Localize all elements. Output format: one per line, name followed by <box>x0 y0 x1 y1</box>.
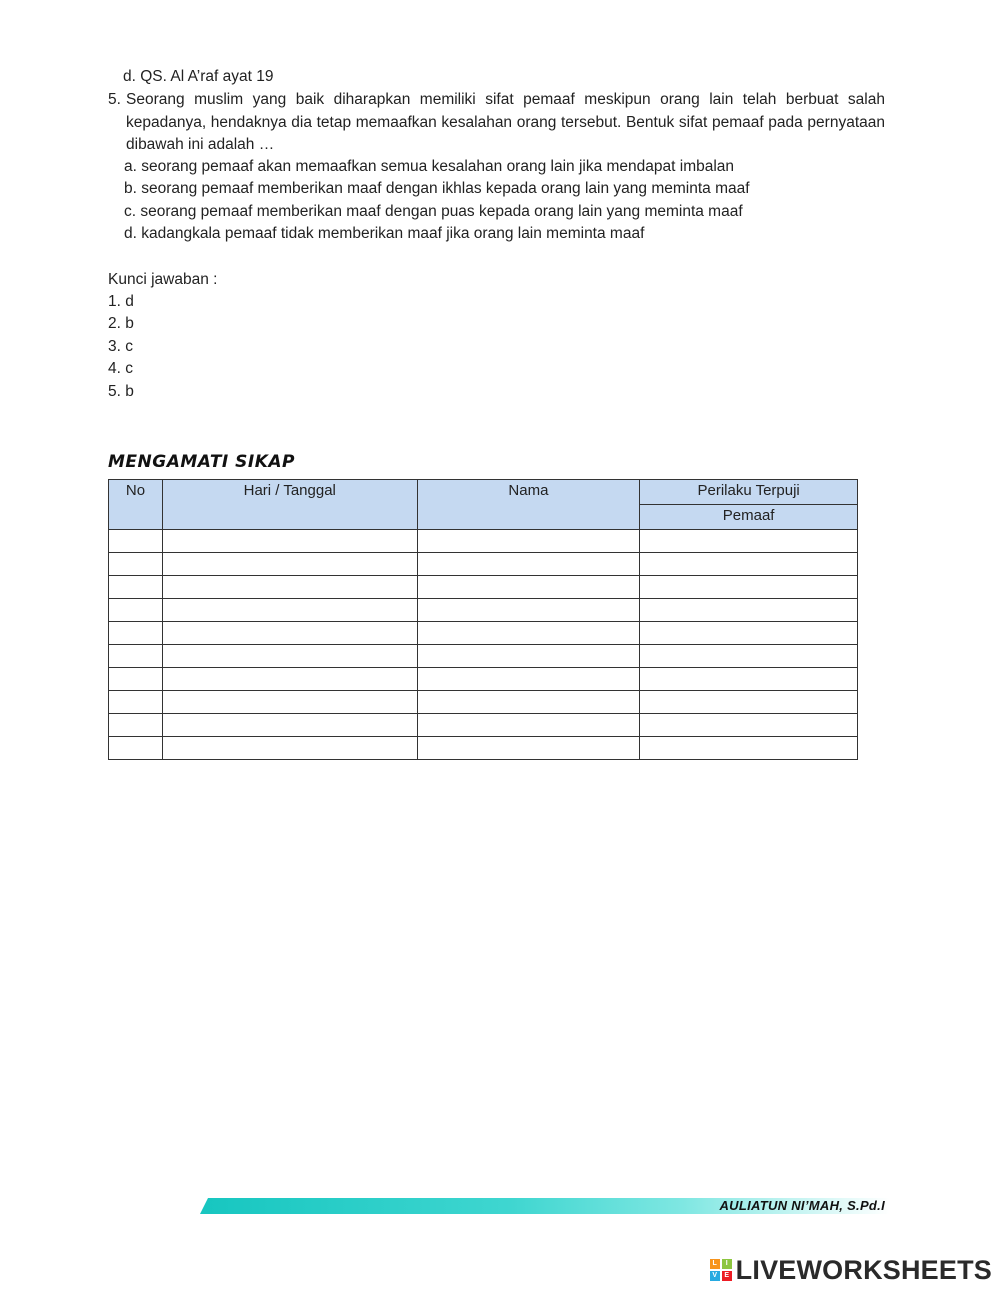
cell-no[interactable] <box>109 645 163 668</box>
table-row <box>109 645 858 668</box>
cell-name[interactable] <box>417 714 640 737</box>
table-row <box>109 737 858 760</box>
cell-no[interactable] <box>109 691 163 714</box>
col-no-header: No <box>109 480 163 530</box>
cell-pemaaf[interactable] <box>640 645 858 668</box>
q4-option-d: d. QS. Al A’raf ayat 19 <box>123 68 274 85</box>
cell-name[interactable] <box>417 599 640 622</box>
cell-name[interactable] <box>417 622 640 645</box>
cell-pemaaf[interactable] <box>640 668 858 691</box>
cell-date[interactable] <box>162 553 417 576</box>
cell-pemaaf[interactable] <box>640 737 858 760</box>
cell-pemaaf[interactable] <box>640 691 858 714</box>
answer-key-item: 4. c <box>108 360 133 377</box>
cell-no[interactable] <box>109 553 163 576</box>
q5-stem <box>108 89 885 157</box>
cell-name[interactable] <box>417 553 640 576</box>
answer-key-item: 5. b <box>108 383 134 400</box>
table-row <box>109 553 858 576</box>
cell-pemaaf[interactable] <box>640 622 858 645</box>
brand-name: LIVEWORKSHEETS <box>735 1254 992 1285</box>
observation-table <box>108 479 858 760</box>
cell-date[interactable] <box>162 645 417 668</box>
cell-name[interactable] <box>417 530 640 553</box>
table-row <box>109 576 858 599</box>
table-row <box>109 530 858 553</box>
col-date-header: Hari / Tanggal <box>162 480 417 530</box>
answer-key-title: Kunci jawaban : <box>108 271 218 288</box>
cell-date[interactable] <box>162 668 417 691</box>
table-row <box>109 599 858 622</box>
q5-number: 5. <box>108 91 121 108</box>
cell-name[interactable] <box>417 668 640 691</box>
q5-stem-text: Seorang muslim yang baik diharapkan memiliki sifat pemaaf meskipun orang lain telah berbuat salah kepadanya, hendaknya dia tetap memaafkan kesalahan orang tersebut. Bentuk sifat pemaaf pada pernyataan dibawah ini adalah … <box>126 91 885 153</box>
cell-no[interactable] <box>109 530 163 553</box>
answer-key-item: 1. d <box>108 293 134 310</box>
cell-pemaaf[interactable] <box>640 553 858 576</box>
q5-option-d: d. kadangkala pemaaf tidak memberikan maaf jika orang lain meminta maaf <box>124 225 645 242</box>
cell-pemaaf[interactable] <box>640 576 858 599</box>
cell-name[interactable] <box>417 576 640 599</box>
cell-date[interactable] <box>162 599 417 622</box>
cell-no[interactable] <box>109 622 163 645</box>
cell-pemaaf[interactable] <box>640 599 858 622</box>
cell-no[interactable] <box>109 668 163 691</box>
cell-date[interactable] <box>162 714 417 737</box>
table-row <box>109 668 858 691</box>
footer-author: AULIATUN NI’MAH, S.Pd.I <box>719 1198 885 1213</box>
q5-option-b: b. seorang pemaaf memberikan maaf dengan ikhlas kepada orang lain yang meminta maaf <box>124 180 750 197</box>
col-pemaaf-header: Pemaaf <box>640 505 858 530</box>
table-row <box>109 691 858 714</box>
cell-date[interactable] <box>162 576 417 599</box>
liveworksheets-brand[interactable] <box>710 1253 992 1287</box>
q5-option-c: c. seorang pemaaf memberikan maaf dengan puas kepada orang lain yang meminta maaf <box>124 203 743 220</box>
cell-no[interactable] <box>109 737 163 760</box>
cell-pemaaf[interactable] <box>640 714 858 737</box>
logo-tile: E <box>722 1271 732 1281</box>
cell-date[interactable] <box>162 530 417 553</box>
answer-key-item: 3. c <box>108 338 133 355</box>
cell-name[interactable] <box>417 691 640 714</box>
section-heading: MENGAMATI SIKAP <box>108 452 296 472</box>
cell-pemaaf[interactable] <box>640 530 858 553</box>
table-row <box>109 622 858 645</box>
cell-no[interactable] <box>109 714 163 737</box>
cell-date[interactable] <box>162 737 417 760</box>
logo-tile: I <box>722 1259 732 1269</box>
logo-tile: V <box>710 1271 720 1281</box>
cell-date[interactable] <box>162 691 417 714</box>
col-name-header: Nama <box>417 480 640 530</box>
q5-option-a: a. seorang pemaaf akan memaafkan semua kesalahan orang lain jika mendapat imbalan <box>124 158 735 175</box>
liveworksheets-logo-icon <box>710 1259 732 1281</box>
logo-tile: L <box>710 1259 720 1269</box>
cell-name[interactable] <box>417 645 640 668</box>
cell-date[interactable] <box>162 622 417 645</box>
cell-name[interactable] <box>417 737 640 760</box>
cell-no[interactable] <box>109 576 163 599</box>
answer-key-item: 2. b <box>108 315 134 332</box>
table-row <box>109 714 858 737</box>
col-behavior-header: Perilaku Terpuji <box>640 480 858 505</box>
cell-no[interactable] <box>109 599 163 622</box>
